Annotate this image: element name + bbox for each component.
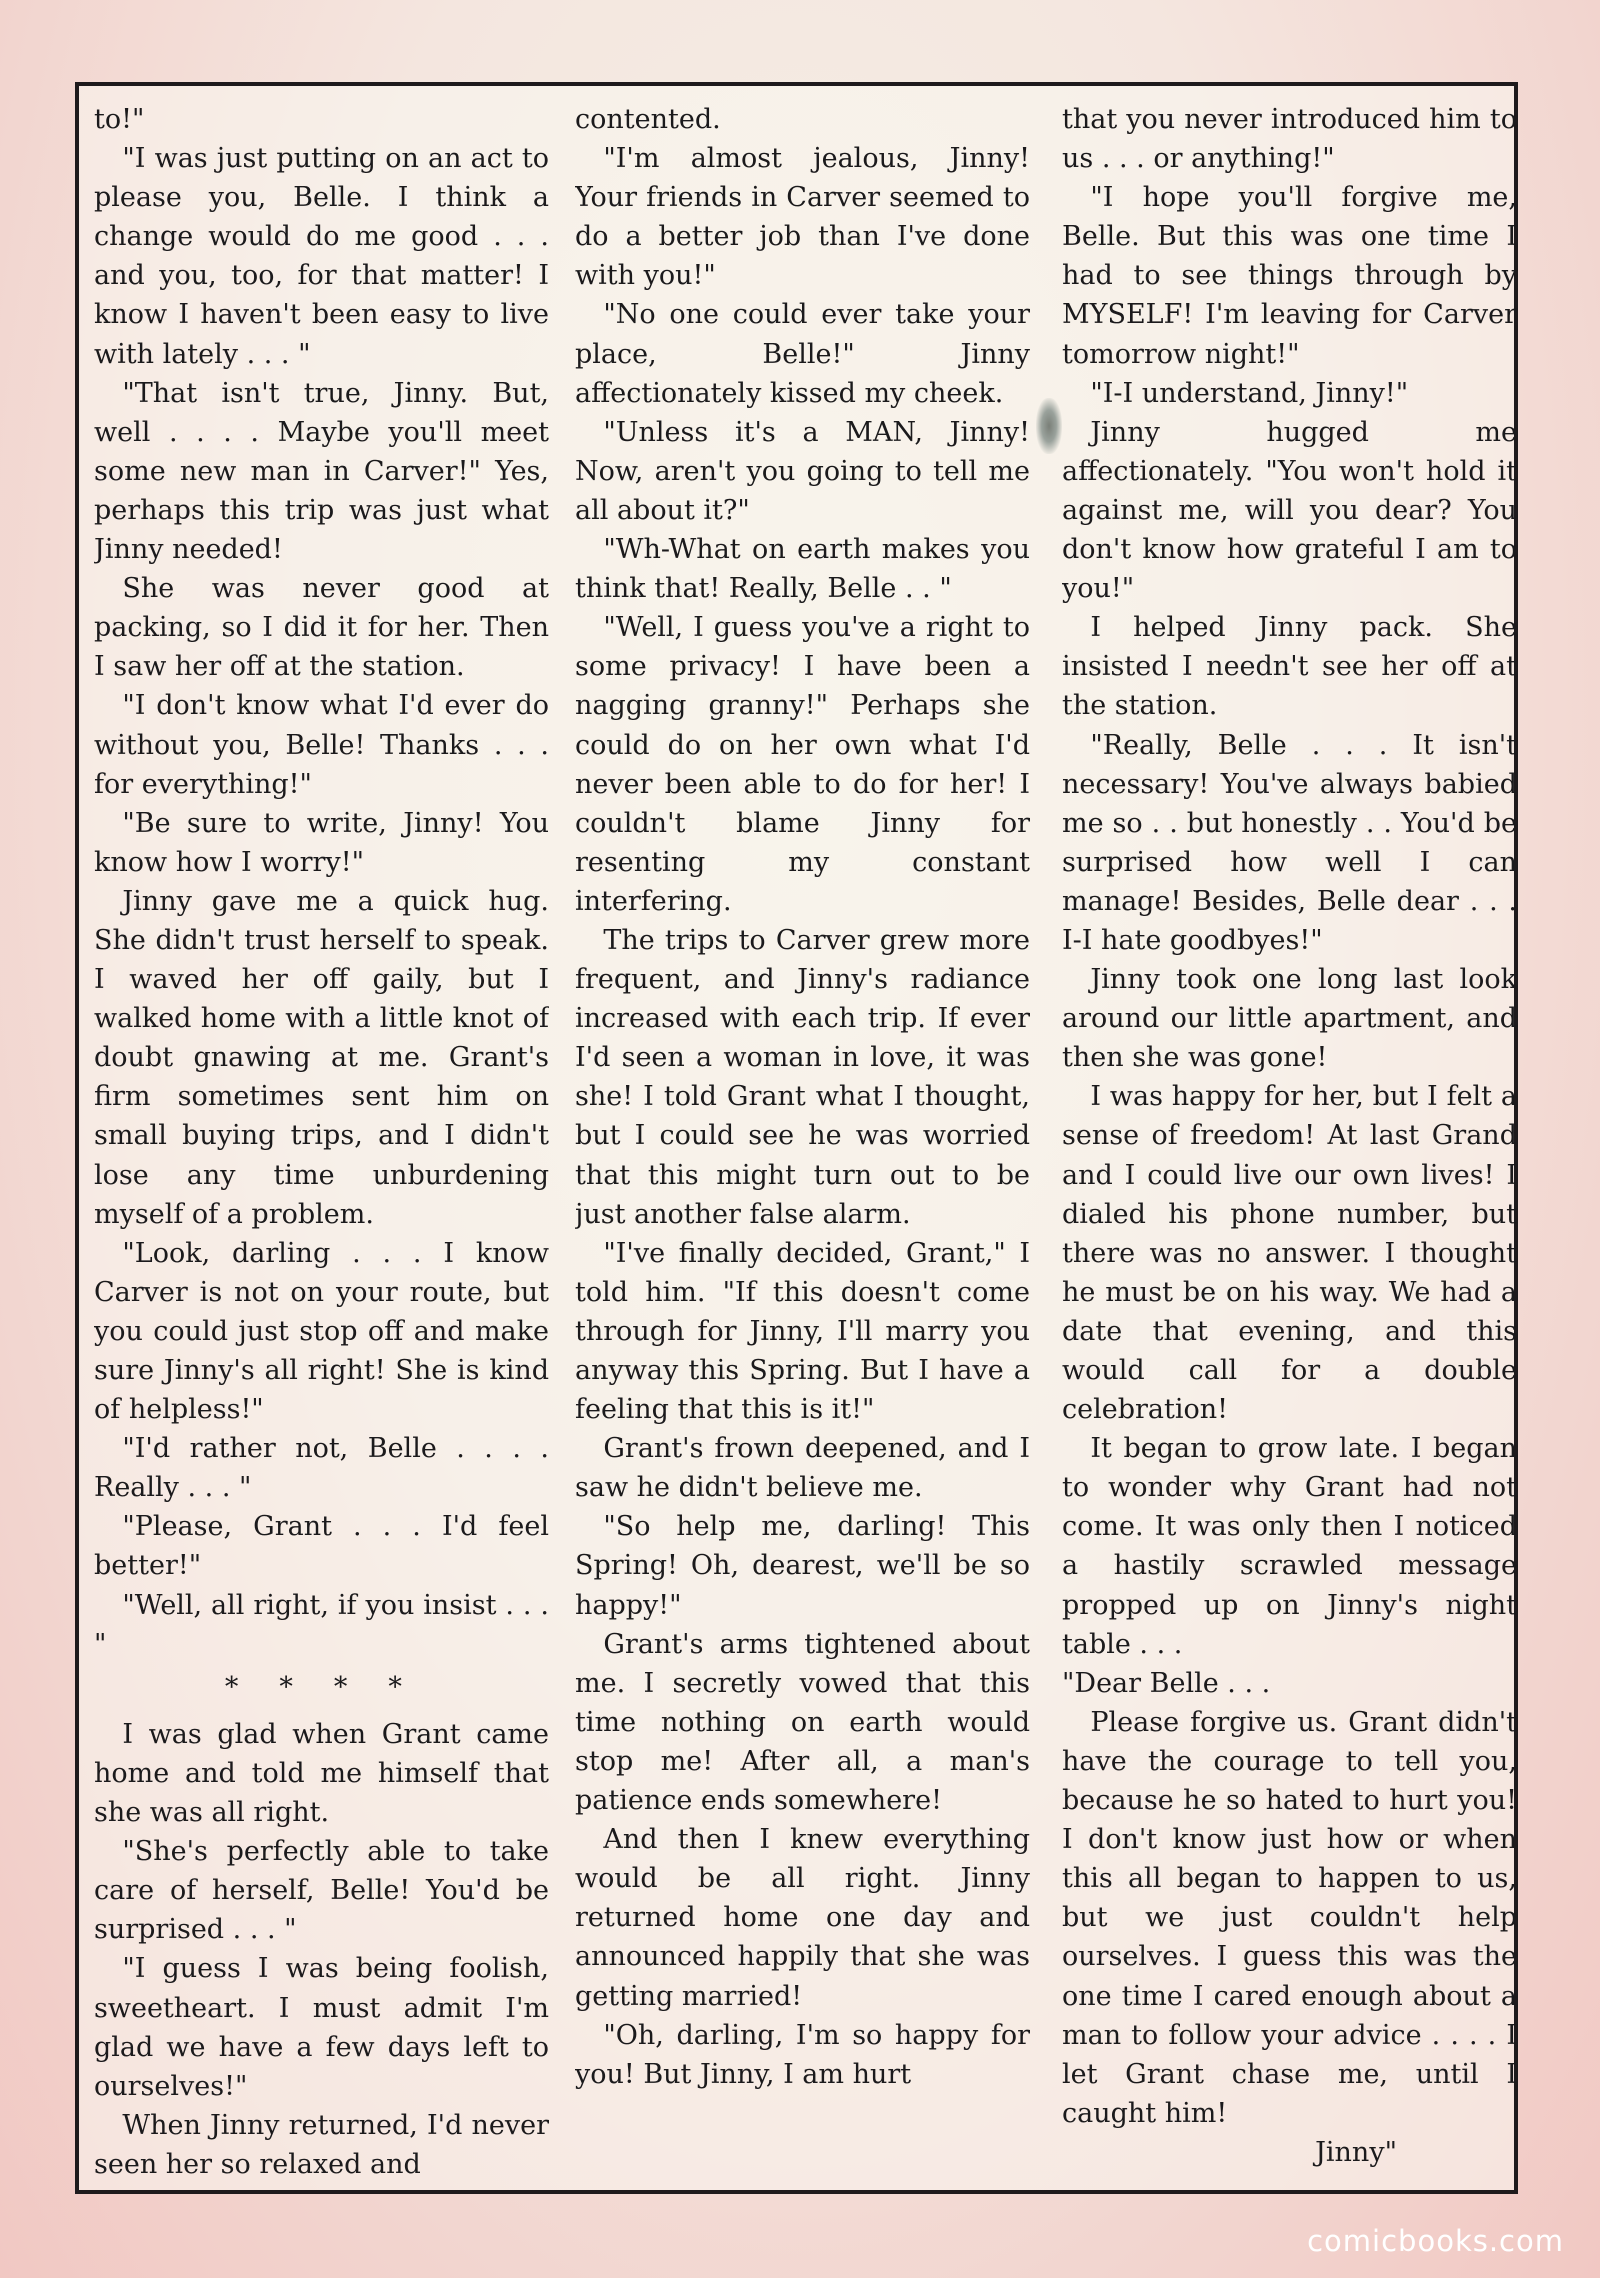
story-paragraph: Grant's frown deepened, and I saw he didn't believe me.	[575, 1433, 1030, 1504]
story-paragraph: She was never good at packing, so I did it for her. Then I saw her off at the station.	[94, 573, 549, 683]
story-paragraph: "She's perfectly able to take care of herself, Belle! You'd be surprised . . . "	[94, 1836, 549, 1946]
story-paragraph: Grant's arms tightened about me. I secretly vowed that this time nothing on earth would stop me! After all, a man's patience ends somewhere!	[575, 1628, 1030, 1817]
story-paragraph: Jinny took one long last look around our little apartment, and then she was gone!	[1062, 964, 1517, 1074]
ink-smudge	[1036, 398, 1062, 454]
story-paragraph: "Well, I guess you've a right to some privacy! I have been a nagging granny!" Perhaps she could do on her own what I'd never been able to do for her! I couldn't blame Jinny for resenting my constant interfering.	[575, 612, 1030, 917]
text-column-2	[575, 100, 1030, 2188]
text-column-1	[94, 100, 549, 2188]
story-paragraph: "I've finally decided, Grant," I told him. "If this doesn't come through for Jinny, I'll marry you anyway this Spring. But I have a feeling that this is it!"	[575, 1237, 1030, 1426]
story-paragraph: "Dear Belle . . .	[1062, 1667, 1271, 1699]
story-paragraph: "I'm almost jealous, Jinny! Your friends in Carver seemed to do a better job than I've done with you!"	[575, 143, 1030, 292]
letter-signature: Jinny"	[1315, 2136, 1397, 2168]
story-paragraph: "No one could ever take your place, Belle!" Jinny affectionately kissed my cheek.	[575, 299, 1030, 409]
story-paragraph: It began to grow late. I began to wonder why Grant had not come. It was only then I noticed a hastily scrawled message propped up on Jinny's night table . . .	[1062, 1433, 1517, 1660]
story-paragraph: "I'd rather not, Belle . . . . Really . . . "	[94, 1433, 549, 1504]
story-paragraph: Jinny gave me a quick hug. She didn't trust herself to speak. I waved her off gaily, but I walked home with a little knot of doubt gnawing at me. Grant's firm sometimes sent him on small buying trips, and I didn't lose any time unburdening myself of a problem.	[94, 885, 549, 1230]
story-paragraph: Jinny hugged me affectionately. "You won't hold it against me, will you dear? You don't know how grateful I am to you!"	[1062, 416, 1517, 605]
story-paragraph: "So help me, darling! This Spring! Oh, dearest, we'll be so happy!"	[575, 1511, 1030, 1621]
text-column-3	[1062, 100, 1517, 2188]
story-paragraph: "Look, darling . . . I know Carver is not on your route, but you could just stop off and make sure Jinny's all right! She is kind of helpless!"	[94, 1237, 549, 1426]
story-paragraph: "Be sure to write, Jinny! You know how I worry!"	[94, 807, 549, 878]
section-break: * * * *	[224, 1671, 419, 1703]
story-paragraph: "Unless it's a MAN, Jinny! Now, aren't you going to tell me all about it?"	[575, 416, 1030, 526]
story-paragraph: "Wh-What on earth makes you think that! Really, Belle . . "	[575, 534, 1030, 605]
story-paragraph: The trips to Carver grew more frequent, and Jinny's radiance increased with each trip. If ever I'd seen a woman in love, it was she! I told Grant what I thought, but I could see he was worried that this might turn out to be just another false alarm.	[575, 924, 1030, 1230]
story-paragraph: to!"	[94, 104, 145, 135]
story-paragraph: "Please, Grant . . . I'd feel better!"	[94, 1511, 549, 1582]
story-paragraph: "I don't know what I'd ever do without you, Belle! Thanks . . . for everything!"	[94, 690, 549, 800]
watermark: comicbooks.com	[1307, 2224, 1564, 2258]
story-paragraph: "Really, Belle . . . It isn't necessary! You've always babied me so . . but honestly . . You'd be surprised how well I can manage! Besides, Belle dear . . . I-I hate goodbyes!"	[1062, 729, 1517, 956]
story-paragraph: I helped Jinny pack. She insisted I needn't see her off at the station.	[1062, 612, 1517, 722]
story-paragraph: And then I knew everything would be all right. Jinny returned home one day and announced happily that she was getting married!	[575, 1824, 1030, 2012]
story-paragraph: "I-I understand, Jinny!"	[1090, 377, 1409, 409]
story-paragraph: contented.	[575, 104, 721, 135]
story-paragraph: "I hope you'll forgive me, Belle. But this was one time I had to see things through by MYSELF! I'm leaving for Carver tomorrow night!"	[1062, 182, 1517, 370]
story-paragraph: I was happy for her, but I felt a sense of freedom! At last Grand and I could live our own lives! I dialed his phone number, but there was no answer. I thought he must be on his way. We had a date that evening, and this would call for a double celebration!	[1062, 1081, 1517, 1426]
story-paragraph: that you never introduced him to us . . . or anything!"	[1062, 104, 1517, 175]
story-paragraph: I was glad when Grant came home and told me himself that she was all right.	[94, 1718, 549, 1829]
story-paragraph: "Well, all right, if you insist . . . "	[94, 1589, 549, 1660]
story-paragraph: "I was just putting on an act to please you, Belle. I think a change would do me good . . . and you, too, for that matter! I know I haven't been easy to live with lately . . . "	[94, 143, 549, 370]
story-paragraph: When Jinny returned, I'd never seen her so relaxed and	[94, 2109, 549, 2180]
story-paragraph: "That isn't true, Jinny. But, well . . . . Maybe you'll meet some new man in Carver!" Yes, perhaps this trip was just what Jinny needed!	[94, 377, 549, 566]
story-paragraph: Please forgive us. Grant didn't have the courage to tell you, because he so hated to hurt you! I don't know just how or when this all began to happen to us, but we just couldn't help ourselves. I guess this was the one time I cared enough about a man to follow your advice . . . . I let Grant chase me, until I caught him!	[1062, 1706, 1517, 2129]
story-paragraph: "I guess I was being foolish, sweetheart. I must admit I'm glad we have a few days left to ourselves!"	[94, 1953, 549, 2102]
story-paragraph: "Oh, darling, I'm so happy for you! But Jinny, I am hurt	[575, 2019, 1030, 2090]
